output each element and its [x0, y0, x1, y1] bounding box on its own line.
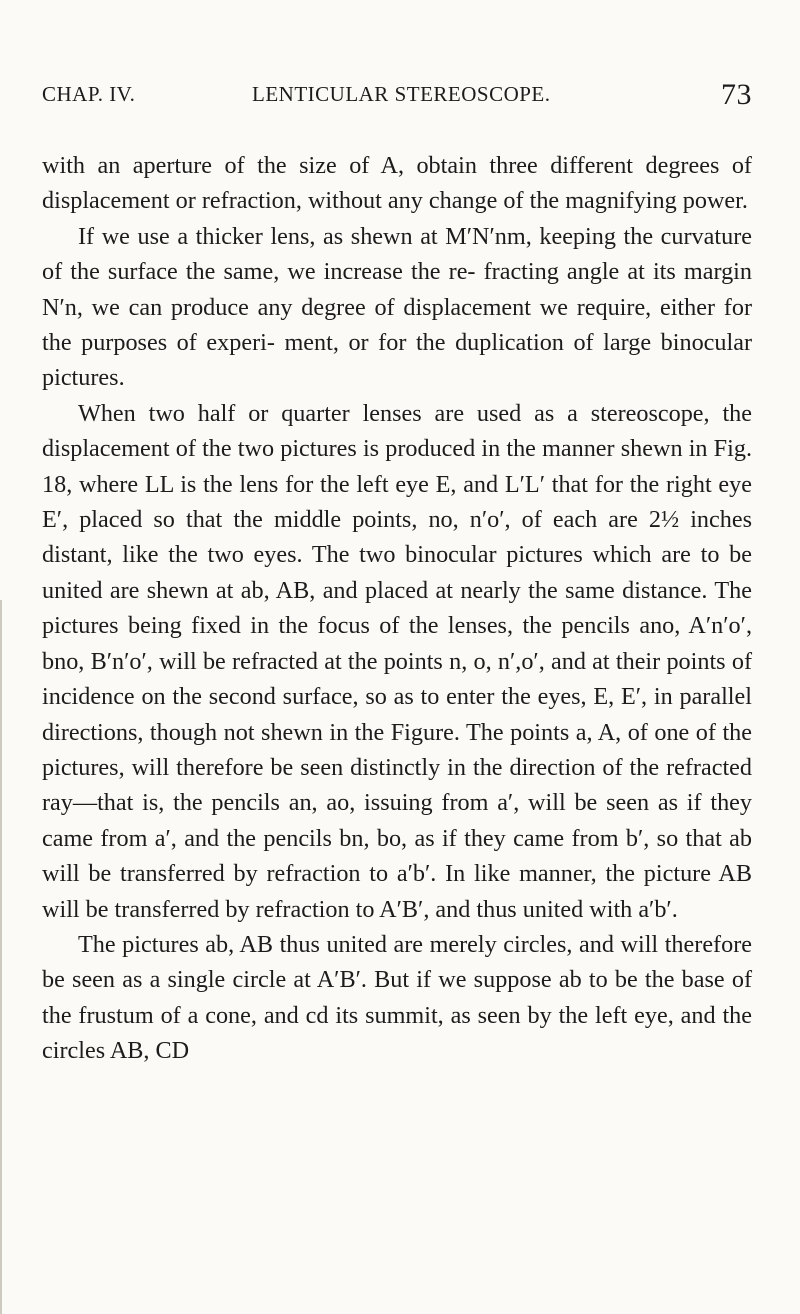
paragraph-thicker-lens: If we use a thicker lens, as shewn at M′N′nm, keeping the curvature of the surface the same, we increase the re- fracting angle at its margin N′n, we can produce any degree of displacement we require, either for the purposes of experi- ment, or for the duplication of large binocular pictures.	[42, 222, 752, 392]
page-number: 73	[721, 78, 752, 111]
running-header	[42, 78, 752, 114]
body-text	[42, 148, 752, 1069]
chapter-label: CHAP. IV.	[42, 82, 136, 106]
paragraph-united-pictures: The pictures ab, AB thus united are merely circles, and will therefore be seen as a single circle at A′B′. But if we suppose ab to be the base of the frustum of a cone, and cd its summit, as seen by the left eye, and the circles AB, CD	[42, 930, 752, 1065]
page-edge-shadow	[0, 600, 2, 1314]
paragraph-continuation: with an aperture of the size of A, obtain three different degrees of displacement or refraction, without any change of the magnifying power.	[42, 152, 752, 215]
paragraph-half-lenses: When two half or quarter lenses are used as a stereoscope, the displacement of the two pictures is produced in the manner shewn in Fig. 18, where LL is the lens for the left eye E, and L′L′ that for the right eye E′, placed so that the middle points, no, n′o′, of each are 2½ inches distant, like the two eyes. The two binocular pictures which are to be united are shewn at ab, AB, and placed at nearly the same distance. The pictures being fixed in the focus of the lenses, the pencils ano, A′n′o′, bno, B′n′o′, will be refracted at the points n, o, n′,o′, and at their points of incidence on the second surface, so as to enter the eyes, E, E′, in parallel directions, though not shewn in the Figure. The points a, A, of one of the pictures, will therefore be seen distinctly in the direction of the refracted ray—that is, the pencils an, ao, issuing from a′, will be seen as if they came from a′, and the pencils bn, bo, as if they came from b′, so that ab will be transferred by refraction to a′b′. In like manner, the picture AB will be transferred by refraction to A′B′, and thus united with a′b′.	[42, 399, 752, 923]
running-title: LENTICULAR STEREOSCOPE.	[252, 82, 551, 106]
